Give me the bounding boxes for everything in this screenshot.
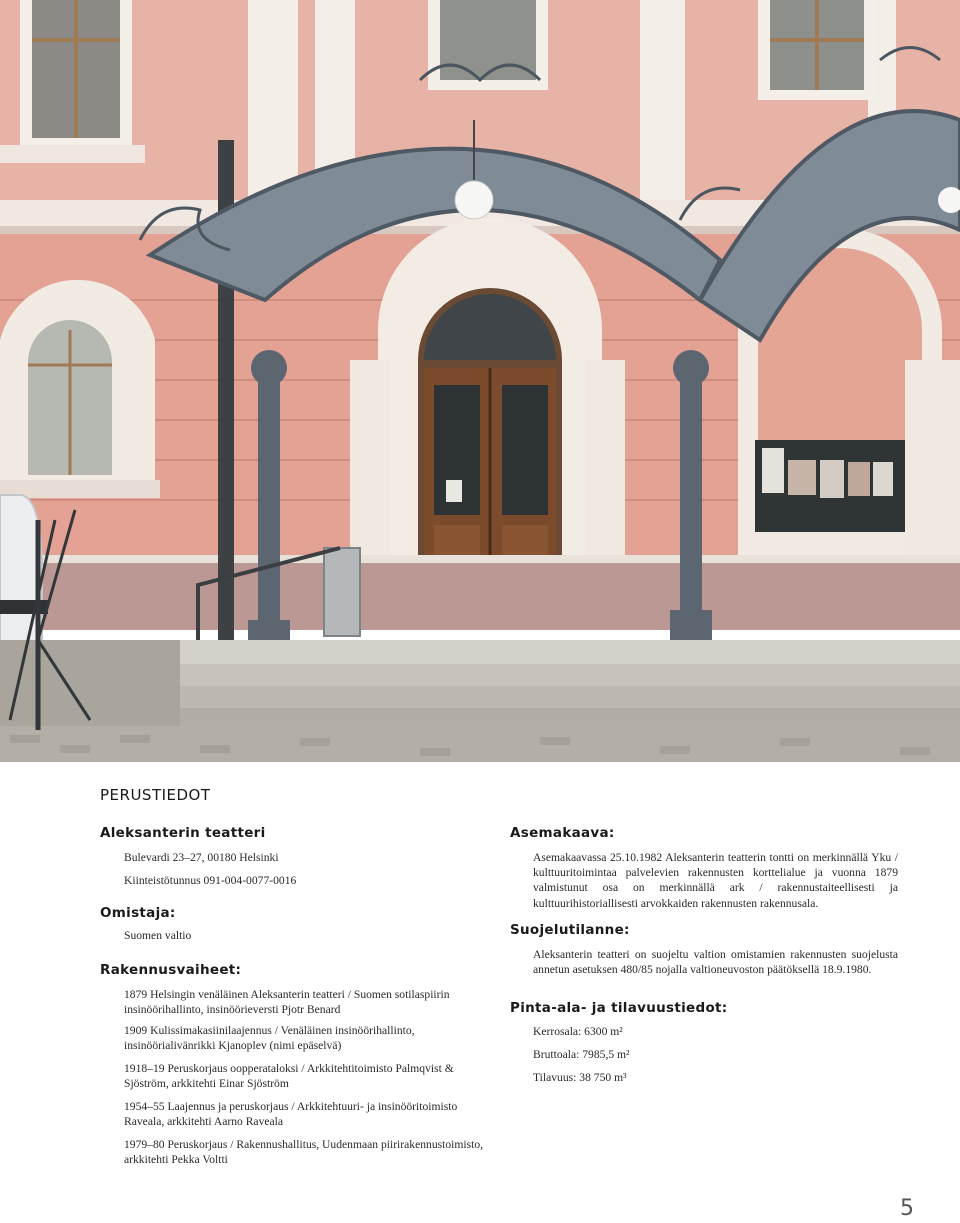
phase-item: 1918–19 Peruskorjaus oopperataloksi / Arkkitehtitoimisto Palmqvist & Sjöström, arkkitehti Einar Sjöström xyxy=(124,1062,454,1091)
phases-title: Rakennusvaiheet: xyxy=(100,962,242,978)
phase-item: 1879 Helsingin venäläinen Aleksanterin teatteri / Suomen sotilaspiirin insinöörihallinto, insinöörieversti Pjotr Benard xyxy=(124,988,450,1017)
page-number: 5 xyxy=(900,1196,914,1221)
zoning-text: Asemakaavassa 25.10.1982 Aleksanterin teatterin tontti on merkinnällä Yku / kulttuuritoimintaa palvelevien rakennusten korttelialue ja vuonna 1879 valmistunut osa on merkinnällä ark / rakennustaiteellisesti ja kulttuurihistoriallisesti arvokkaiden rakennusten rakennusala. xyxy=(533,851,898,910)
building-address: Bulevardi 23–27, 00180 Helsinki xyxy=(124,851,279,864)
phase-item: 1979–80 Peruskorjaus / Rakennushallitus, Uudenmaan piirirakennustoimisto, arkkitehti Pekka Voltti xyxy=(124,1138,484,1167)
gross-area: Bruttoala: 7985,5 m² xyxy=(533,1048,630,1061)
building-name: Aleksanterin teatteri xyxy=(100,825,266,841)
floor-area: Kerrosala: 6300 m² xyxy=(533,1025,623,1038)
zoning-title: Asemakaava: xyxy=(510,825,615,841)
owner-value: Suomen valtio xyxy=(124,929,192,942)
protection-text: Aleksanterin teatteri on suojeltu valtion omistamien rakennusten suojelusta annetun asetuksen 480/85 nojalla valtioneuvoston päätöksellä 18.9.1980. xyxy=(533,948,898,977)
owner-title: Omistaja: xyxy=(100,905,176,921)
volume: Tilavuus: 38 750 m³ xyxy=(533,1071,627,1084)
area-title: Pinta-ala- ja tilavuustiedot: xyxy=(510,1000,728,1016)
protection-title: Suojelutilanne: xyxy=(510,922,630,938)
phase-item: 1954–55 Laajennus ja peruskorjaus / Arkkitehtuuri- ja insinööritoimisto Raveala, arkkitehti Aarno Raveala xyxy=(124,1100,458,1129)
property-id: Kiinteistötunnus 091-004-0077-0016 xyxy=(124,874,297,887)
phase-item: 1909 Kulissimakasiinilaajennus / Venäläinen insinöörihallinto, insinöörialivänrikki Kjanoplev (nimi epäselvä) xyxy=(124,1024,415,1053)
page-title: PERUSTIEDOT xyxy=(100,786,211,804)
